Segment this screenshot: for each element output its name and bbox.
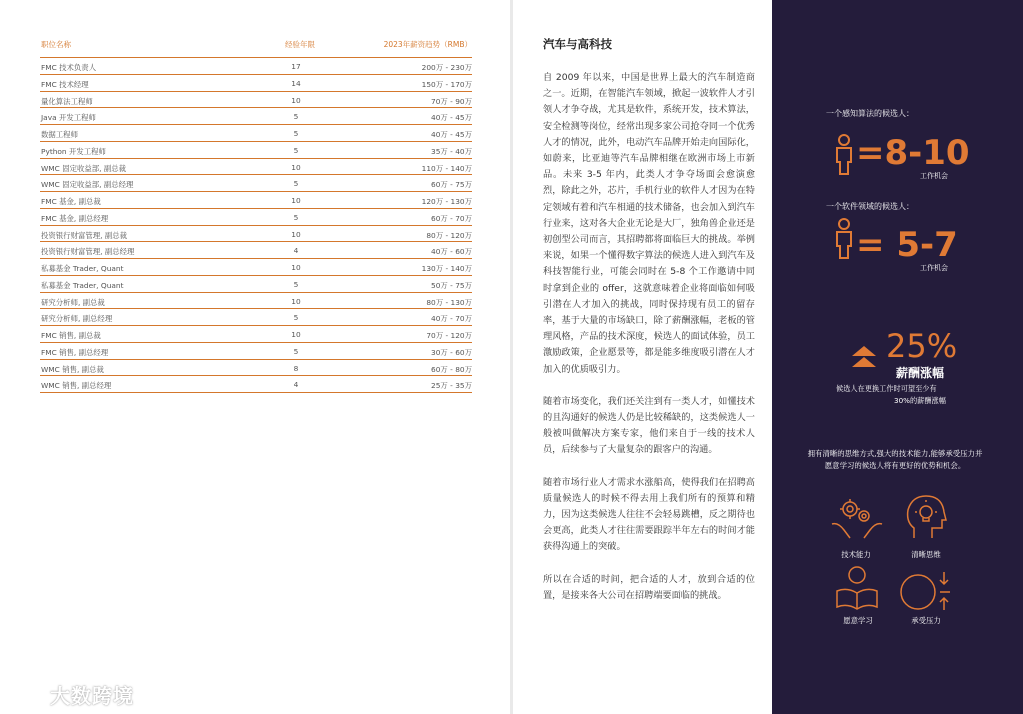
cell-position: Java 开发工程师 — [41, 113, 96, 123]
cell-experience: 17 — [291, 62, 301, 71]
cell-position: 量化算法工程师 — [41, 96, 93, 106]
watermark-logo-icon — [8, 682, 48, 704]
cell-experience: 4 — [293, 246, 299, 256]
cell-position: 数据工程师 — [41, 130, 78, 139]
cell-position: FMC 销售, 副总经理 — [41, 347, 109, 357]
cell-salary: 60万 - 75万 — [431, 180, 472, 190]
table-row — [40, 360, 472, 377]
stat1-label: 一个感知算法的候选人： — [826, 109, 914, 118]
cell-position: 研究分析师, 副总经理 — [41, 314, 113, 324]
table-row — [40, 343, 472, 360]
cell-position: FMC 基金, 副总经理 — [41, 213, 109, 223]
table-row — [40, 125, 472, 142]
cell-salary: 40万 - 70万 — [431, 314, 472, 324]
cell-position: 私募基金 Trader, Quant — [41, 280, 124, 290]
cell-salary: 40万 - 45万 — [431, 130, 472, 139]
article-paragraph: 自 2009 年以来，中国是世界上最大的汽车制造商之一。近期，在智能汽车领域，掀起一波软件人才引领人才争夺战，尤其是软件，系统开发，技术算法，安全检测等岗位，经常出现多家公司抢夺同一个优秀人才的情况，此外，电动汽车品牌开始走向国际化，如蔚来，比亚迪等汽车品牌相继在欧洲市场上市新品。未来 3-5 年内，此类人才争夺场面会愈演愈烈，除此之外，芯片，手机行业的软件人才因为在特定领域有着和汽车相通的技术储备，也会加入到汽车行业来，这对各大企业无论是大厂，独角兽企业还是初创型公司而言，其招聘都将面临巨大的挑战。举例来说，如果一个懂得数字算法的候选人进入到汽车及科技智能行业，可能会同时在 5-8 个工作邀请中同时拿到企业的 offer，这就意味着企业将面临如何吸引潜在人才加入的挑战，同时保持现有员工的留存率，基于大量的市场缺口，除了薪酬涨幅，老板的管理风格，产品的技术深度，候选人的面试体验，员工激励政策，企业愿景等，都是能多维度吸引潜在人才加入的优质吸引力。 — [543, 72, 755, 375]
cell-salary: 30万 - 60万 — [431, 347, 472, 357]
table-row — [40, 259, 472, 276]
cell-position: 投资银行财富管理, 副总裁 — [41, 230, 127, 240]
cell-experience: 10 — [291, 263, 301, 272]
cell-position: FMC 基金, 副总裁 — [41, 197, 101, 206]
stat2-label: 一个软件领域的候选人： — [826, 202, 914, 211]
cell-position: Python 开发工程师 — [41, 146, 106, 156]
header-salary: 2023年薪资趋势（RMB） — [383, 40, 472, 49]
article-paragraph: 随着市场变化，我们还关注到有一类人才，如懂技术的且沟通好的候选人仍是比较稀缺的，这类候选人一般被叫做解决方案专家，他们来自于一线的技术人员，后续参与了大量复杂的跟客户的沟通。 — [543, 395, 755, 456]
table-row — [40, 92, 472, 109]
cell-experience: 5 — [293, 313, 299, 323]
gears-hands-icon — [830, 494, 884, 540]
article-title: 汽车与高科技 — [543, 37, 612, 51]
head-lightbulb-icon — [904, 492, 948, 540]
salary-table — [40, 36, 472, 393]
icon-label-learning: 愿意学习 — [843, 616, 873, 625]
table-row — [40, 226, 472, 243]
cell-position: WMC 销售, 副总经理 — [41, 381, 112, 391]
cell-salary: 110万 - 140万 — [421, 163, 472, 173]
cell-experience: 10 — [291, 330, 301, 339]
stat1-unit: 工作机会 — [920, 172, 948, 180]
cell-experience: 14 — [291, 78, 301, 88]
cell-experience: 10 — [291, 196, 301, 205]
table-row — [40, 75, 472, 92]
cell-salary: 200万 - 230万 — [421, 63, 472, 72]
cell-experience: 4 — [293, 380, 299, 390]
pct-desc-line2: 30%的薪酬涨幅 — [894, 396, 946, 405]
cell-salary: 35万 - 40万 — [431, 146, 472, 156]
table-row — [40, 58, 472, 75]
cell-salary: 60万 - 70万 — [431, 213, 472, 223]
cell-experience: 5 — [293, 179, 299, 189]
pct-value: 25% — [886, 327, 958, 365]
cell-salary: 150万 - 170万 — [421, 79, 472, 89]
left-page — [0, 0, 510, 714]
cell-experience: 10 — [291, 296, 301, 306]
pressure-circle-icon — [900, 570, 956, 612]
pct-desc-line1: 候选人在更换工作时可望至少有 — [836, 384, 937, 393]
cell-salary: 80万 - 120万 — [426, 230, 472, 240]
stat1-value: =8-10 — [856, 133, 970, 173]
cell-experience: 5 — [293, 346, 299, 356]
table-row — [40, 159, 472, 176]
cell-experience: 5 — [293, 279, 299, 289]
table-row — [40, 108, 472, 125]
person-icon — [834, 134, 854, 176]
table-row — [40, 309, 472, 326]
cell-position: 研究分析师, 副总裁 — [41, 297, 105, 307]
header-position: 职位名称 — [41, 40, 71, 49]
cell-position: 私募基金 Trader, Quant — [41, 264, 124, 273]
watermark-text: 大数跨境 — [50, 684, 134, 708]
cell-salary: 130万 - 140万 — [421, 264, 472, 273]
cell-experience: 10 — [291, 95, 301, 105]
table-header — [40, 36, 472, 58]
table-row — [40, 276, 472, 293]
cell-position: WMC 销售, 副总裁 — [41, 364, 104, 374]
header-experience: 经验年限 — [285, 40, 315, 49]
cell-position: WMC 固定收益部, 副总裁 — [41, 163, 127, 173]
stat2-unit: 工作机会 — [920, 264, 948, 272]
table-row — [40, 192, 472, 209]
icon-label-pressure: 承受压力 — [911, 616, 941, 625]
cell-experience: 5 — [293, 212, 299, 222]
summary-text — [790, 448, 1000, 472]
cell-salary: 80万 - 130万 — [426, 297, 472, 307]
table-row — [40, 242, 472, 259]
cell-experience: 5 — [293, 145, 299, 155]
table-row — [40, 175, 472, 192]
cell-salary: 25万 - 35万 — [431, 381, 472, 391]
cell-salary: 70万 - 120万 — [426, 331, 472, 340]
cell-experience: 5 — [293, 129, 299, 138]
cell-salary: 40万 - 45万 — [431, 113, 472, 123]
cell-salary: 50万 - 75万 — [431, 280, 472, 290]
person-icon — [834, 218, 854, 260]
stat2-value: = 5-7 — [856, 225, 958, 265]
article — [543, 36, 755, 620]
table-row — [40, 142, 472, 159]
person-reading-icon — [832, 565, 882, 611]
table-row — [40, 293, 472, 310]
cell-salary: 70万 - 90万 — [431, 96, 472, 106]
summary-line2: 愿意学习的候选人将有更好的优势和机会。 — [824, 461, 966, 470]
cell-experience: 8 — [293, 363, 299, 373]
table-row — [40, 376, 472, 393]
cell-position: WMC 固定收益部, 副总经理 — [41, 180, 134, 190]
cell-position: 投资银行财富管理, 副总经理 — [41, 247, 135, 257]
icon-label-thinking: 清晰思维 — [911, 550, 941, 559]
pct-label: 薪酬涨幅 — [896, 366, 945, 380]
summary-line1: 拥有清晰的思维方式,强大的技术能力,能够承受压力并 — [807, 449, 983, 458]
article-paragraph: 所以在合适的时间，把合适的人才，放到合适的位置，是接来各大公司在招聘端要面临的挑战。 — [543, 573, 755, 601]
cell-salary: 120万 - 130万 — [421, 197, 472, 206]
cell-salary: 60万 - 80万 — [431, 364, 472, 374]
cell-position: FMC 销售, 副总裁 — [41, 331, 101, 340]
cell-position: FMC 技术经理 — [41, 79, 89, 89]
cell-salary: 40万 - 60万 — [431, 247, 472, 257]
cell-position: FMC 技术负责人 — [41, 63, 97, 72]
table-row — [40, 209, 472, 226]
cell-experience: 5 — [293, 112, 299, 122]
cell-experience: 10 — [291, 162, 301, 172]
article-paragraph: 随着市场行业人才需求水涨船高，使得我们在招聘高质量候选人的时候不得去用上我们所有的预算和精力，因为这类候选人往往不会轻易跳槽，反之期待也会更高，此类人才往往需要跟踪半年左右的时间才能获得沟通上的突破。 — [543, 476, 755, 553]
double-arrow-up-icon — [852, 346, 876, 368]
table-row — [40, 326, 472, 343]
icon-label-tech: 技术能力 — [841, 550, 871, 559]
cell-experience: 10 — [291, 229, 301, 239]
